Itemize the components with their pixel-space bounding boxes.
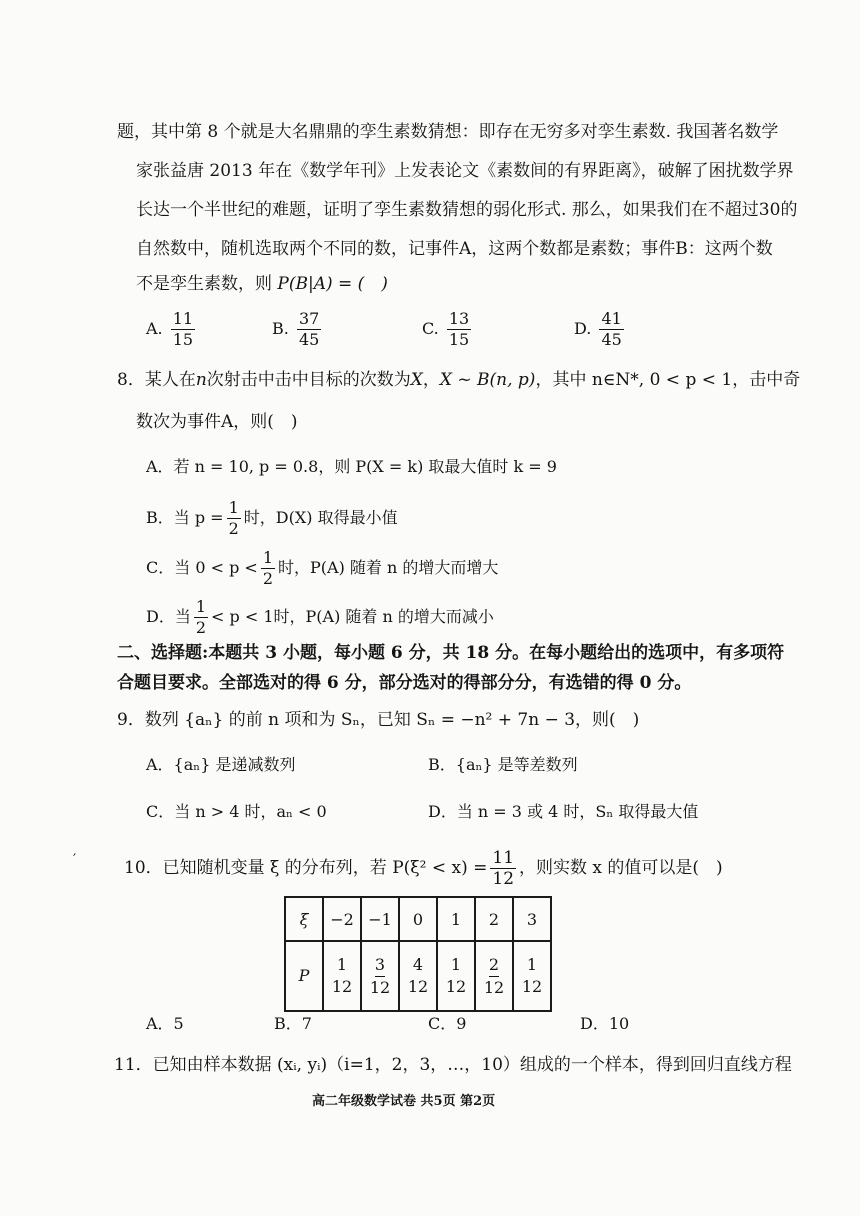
table-row-p	[285, 941, 551, 1011]
q7-option-a-fraction	[171, 309, 195, 350]
q9-option-a: A．{aₙ} 是递减数列	[146, 755, 296, 774]
q7-option-c-num: 13	[448, 309, 470, 328]
table-cell-p-num: 4	[412, 955, 424, 974]
q7-line-1: 题，其中第 8 个就是大名鼎鼎的孪生素数猜想：即存在无穷多对孪生素数. 我国著名数学	[117, 122, 779, 142]
q10-stem	[124, 848, 723, 889]
q11-stem: 11．已知由样本数据 (xᵢ, yᵢ)（i=1，2，3，…，10）组成的一个样本，得到回归直线方程	[114, 1055, 792, 1075]
q7-option-d-den: 45	[601, 330, 622, 349]
table-cell-p	[323, 941, 361, 1011]
q8-option-a: A．若 n = 10, p = 0.8，则 P(X = k) 取最大值时 k = 9	[146, 457, 557, 476]
table-cell-p-den: 12	[521, 977, 543, 996]
q7-line-3: 长达一个半世纪的难题，证明了孪生素数猜想的弱化形式. 那么，如果我们在不超过30的	[136, 200, 798, 220]
table-cell-xi: −2	[323, 897, 361, 941]
q8-option-c-half-den: 2	[262, 569, 274, 588]
q7-option-b-fraction	[297, 309, 321, 350]
q7-line-4: 自然数中，随机选取两个不同的数，记事件A，这两个数都是素数；事件B：这两个数	[136, 239, 773, 259]
q8-option-c-half	[261, 548, 275, 589]
q10-stem-den: 12	[492, 869, 515, 889]
table-header-p: P	[285, 941, 323, 1011]
table-cell-xi: 3	[513, 897, 551, 941]
q8-option-c	[146, 548, 498, 589]
section-2-header-line-1: 二、选择题:本题共 3 小题，每小题 6 分，共 18 分。在每小题给出的选项中，有多项符	[117, 643, 785, 663]
q10-stem-post: ，则实数 x 的值可以是( )	[519, 858, 723, 878]
q8-dist: X ~ B(n, p)	[439, 370, 536, 390]
table-row-xi	[285, 897, 551, 941]
table-cell-p	[399, 941, 437, 1011]
q7-option-c	[422, 309, 474, 350]
q9-option-c: C．当 n > 4 时，aₙ < 0	[146, 802, 327, 821]
q7-option-a	[146, 309, 198, 350]
table-cell-p-num: 1	[450, 955, 462, 974]
table-cell-p-den: 12	[483, 977, 505, 997]
q9-option-d: D．当 n = 3 或 4 时，Sₙ 取得最大值	[428, 802, 699, 821]
table-cell-p-den: 12	[445, 977, 467, 996]
q10-option-a: A．5	[146, 1014, 184, 1033]
q7-option-d-num: 41	[601, 309, 622, 328]
q7-option-b	[272, 309, 324, 350]
q8-n: n	[195, 370, 207, 390]
table-cell-p-num: 2	[489, 954, 499, 977]
q7-prob-expr: P(B|A) = ( )	[277, 274, 388, 294]
q8-cond: ，其中 n∈N*, 0 < p < 1，击中奇	[535, 370, 801, 390]
table-cell-xi: 1	[437, 897, 475, 941]
q8-option-c-pre: C．当 0 < p <	[146, 558, 258, 577]
table-cell-p-num: 1	[526, 955, 538, 974]
q7-option-b-num: 37	[298, 309, 320, 328]
q8-option-d-pre: D．当	[146, 607, 191, 626]
q7-option-a-label: A.	[146, 319, 163, 338]
q10-option-c: C．9	[428, 1014, 467, 1033]
distribution-table	[284, 896, 552, 1012]
table-cell-xi: 0	[399, 897, 437, 941]
page-footer: 高二年级数学试卷 共5页 第2页	[312, 1094, 496, 1109]
table-header-xi: ξ	[285, 897, 323, 941]
section-2-header-line-2: 合题目要求。全部选对的得 6 分，部分选对的得部分分，有选错的得 0 分。	[117, 673, 692, 693]
table-cell-p	[361, 941, 399, 1011]
margin-mark: ′	[73, 852, 77, 868]
table-cell-p-den: 12	[331, 977, 353, 996]
table-cell-p	[513, 941, 551, 1011]
q8-option-c-half-num: 1	[262, 548, 274, 567]
q7-line-5	[136, 272, 388, 296]
q7-option-c-fraction	[447, 309, 471, 350]
table-cell-p	[437, 941, 475, 1011]
q8-option-b-pre: B．当 p =	[146, 508, 224, 527]
q8-mid: 次射击中击中目标的次数为	[206, 370, 411, 390]
q8-option-b	[146, 498, 398, 539]
q7-option-a-num: 11	[172, 309, 194, 328]
q8-option-d-post: < p < 1时，P(A) 随着 n 的增大而减小	[211, 607, 494, 626]
table-cell-xi: 2	[475, 897, 513, 941]
q8-x: X	[410, 370, 423, 390]
q7-option-d-label: D.	[574, 319, 592, 338]
q8-option-b-half	[227, 498, 241, 539]
q8-prefix: 8．某人在	[117, 370, 196, 390]
q8-option-d-half	[194, 597, 208, 638]
q8-option-b-post: 时，D(X) 取得最小值	[243, 508, 398, 527]
q7-option-b-label: B.	[272, 319, 289, 338]
q8-stem-line-2: 数次为事件A，则( )	[136, 412, 298, 432]
q7-option-d-fraction	[599, 309, 623, 350]
q10-option-d: D．10	[580, 1014, 630, 1033]
q8-option-d-half-num: 1	[195, 597, 207, 616]
q10-option-b: B．7	[274, 1014, 312, 1033]
q8-option-d-half-den: 2	[195, 618, 207, 637]
table-cell-xi: −1	[361, 897, 399, 941]
q7-option-c-label: C.	[422, 319, 439, 338]
q10-stem-pre: 10．已知随机变量 ξ 的分布列，若 P(ξ² < x) =	[124, 858, 488, 878]
q8-option-b-half-den: 2	[228, 519, 239, 538]
table-cell-p-den: 12	[407, 977, 429, 996]
table-cell-p-den: 12	[369, 977, 391, 997]
q7-option-c-den: 15	[448, 330, 470, 349]
q10-stem-num: 11	[492, 848, 515, 868]
q8-option-c-post: 时，P(A) 随着 n 的增大而增大	[278, 558, 499, 577]
q9-stem: 9．数列 {aₙ} 的前 n 项和为 Sₙ，已知 Sₙ = −n² + 7n − 3，则( )	[117, 710, 640, 730]
q7-option-b-den: 45	[298, 330, 320, 349]
table-cell-p	[475, 941, 513, 1011]
q7-line-5-text: 不是孪生素数，则	[136, 274, 272, 294]
q8-stem-line-1: 8．某人在n次射击中击中目标的次数为X，X ~ B(n, p)，其中 n∈N*, 0 < p < 1，击中奇	[117, 370, 801, 390]
table-cell-p-num: 1	[336, 955, 348, 974]
q7-option-d	[574, 309, 627, 350]
q7-line-2: 家张益唐 2013 年在《数学年刊》上发表论文《素数间的有界距离》，破解了困扰数学界	[136, 161, 794, 181]
q8-option-b-half-num: 1	[228, 498, 239, 517]
q9-option-b: B．{aₙ} 是等差数列	[428, 755, 578, 774]
q7-option-a-den: 15	[172, 330, 194, 349]
table-cell-p-num: 3	[375, 954, 385, 977]
q8-option-d	[146, 597, 494, 638]
q10-stem-fraction	[490, 848, 516, 889]
